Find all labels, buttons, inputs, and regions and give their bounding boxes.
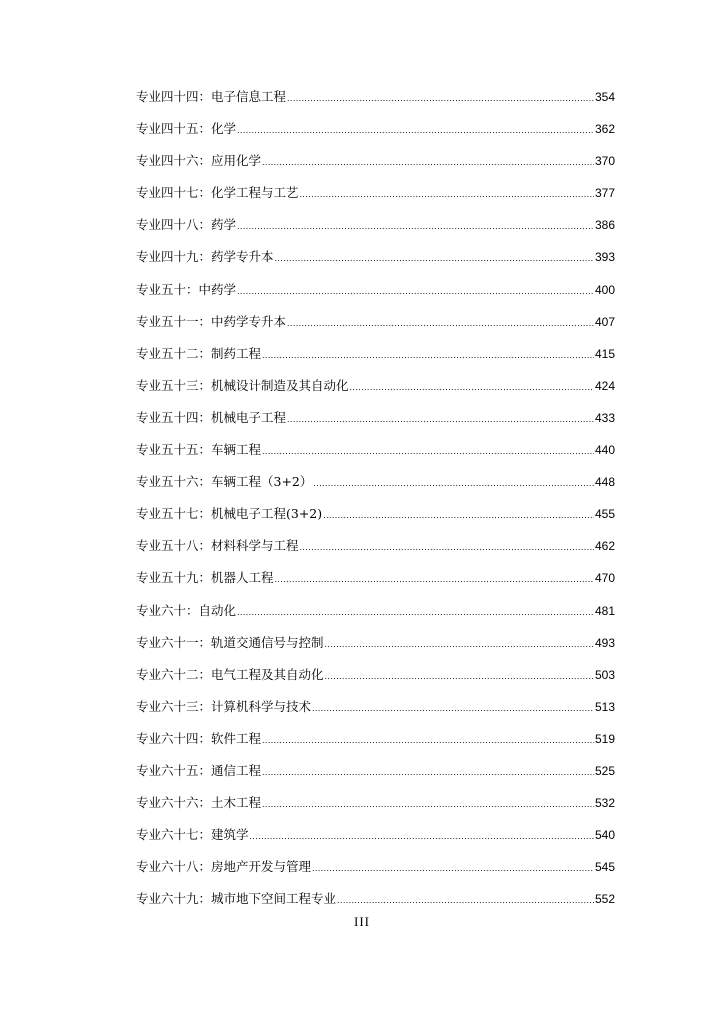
toc-entry-title: 专业四十五：化学 <box>136 121 237 137</box>
toc-entry-title: 专业五十七：机械电子工程(3+2) <box>136 506 323 522</box>
toc-entry-page: 525 <box>594 763 615 778</box>
toc-entry-page: 386 <box>594 218 615 233</box>
toc-entry[interactable] <box>136 662 615 694</box>
toc-leader-dots <box>237 278 594 304</box>
toc-leader-dots <box>287 85 594 111</box>
toc-entry-page: 552 <box>594 892 615 907</box>
toc-entry-title: 专业六十五：通信工程 <box>136 762 262 778</box>
toc-entry-title: 专业五十八：材料科学与工程 <box>136 538 299 554</box>
toc-leader-dots <box>250 823 594 849</box>
toc-entry[interactable] <box>136 854 615 886</box>
toc-entry-page: 400 <box>594 282 615 297</box>
toc-entry-page: 503 <box>594 667 615 682</box>
toc-leader-dots <box>323 502 594 528</box>
toc-leader-dots <box>325 663 594 689</box>
toc-leader-dots <box>337 887 594 913</box>
toc-entry-page: 433 <box>594 410 615 425</box>
toc-entry[interactable] <box>136 212 615 244</box>
toc-entry-page: 354 <box>594 90 615 104</box>
table-of-contents <box>136 84 615 918</box>
toc-entry[interactable] <box>136 437 615 469</box>
toc-entry-title: 专业五十五：车辆工程 <box>136 442 262 458</box>
toc-entry[interactable] <box>136 341 615 373</box>
toc-entry[interactable] <box>136 501 615 533</box>
toc-entry-page: 448 <box>594 475 615 490</box>
toc-entry-title: 专业六十三：计算机科学与技术 <box>136 698 312 714</box>
toc-entry-page: 532 <box>594 796 615 811</box>
toc-leader-dots <box>237 599 594 625</box>
toc-entry[interactable] <box>136 84 615 116</box>
toc-entry[interactable] <box>136 244 615 276</box>
toc-entry-page: 362 <box>594 122 615 137</box>
toc-entry[interactable] <box>136 565 615 597</box>
toc-entry[interactable] <box>136 116 615 148</box>
toc-entry-title: 专业五十九：机器人工程 <box>136 570 274 586</box>
toc-leader-dots <box>300 534 594 560</box>
toc-leader-dots <box>325 631 594 657</box>
toc-entry-title: 专业五十三：机械设计制造及其自动化 <box>136 377 349 393</box>
toc-entry-title: 专业五十四：机械电子工程 <box>136 409 287 425</box>
toc-entry[interactable] <box>136 373 615 405</box>
toc-entry-page: 470 <box>594 571 615 586</box>
toc-entry-title: 专业六十七：建筑学 <box>136 827 249 843</box>
toc-entry[interactable] <box>136 277 615 309</box>
toc-entry-page: 370 <box>594 154 615 169</box>
toc-entry[interactable] <box>136 598 615 630</box>
toc-entry[interactable] <box>136 309 615 341</box>
toc-entry-title: 专业五十二：制药工程 <box>136 345 262 361</box>
toc-entry-page: 440 <box>594 443 615 458</box>
toc-entry-title: 专业六十九：城市地下空间工程专业 <box>136 891 337 907</box>
toc-entry-page: 481 <box>594 603 615 618</box>
toc-entry-page: 513 <box>594 699 615 714</box>
toc-entry[interactable] <box>136 405 615 437</box>
toc-entry-page: 407 <box>594 314 615 329</box>
toc-entry[interactable] <box>136 469 615 501</box>
toc-entry[interactable] <box>136 726 615 758</box>
toc-entry-title: 专业六十：自动化 <box>136 602 237 618</box>
toc-entry-title: 专业四十九：药学专升本 <box>136 249 274 265</box>
toc-entry-title: 专业六十六：土木工程 <box>136 795 262 811</box>
toc-entry[interactable] <box>136 758 615 790</box>
toc-entry-page: 519 <box>594 731 615 746</box>
toc-leader-dots <box>262 759 594 785</box>
toc-entry[interactable] <box>136 822 615 854</box>
page-number: III <box>354 914 370 929</box>
toc-entry-title: 专业五十：中药学 <box>136 281 237 297</box>
toc-leader-dots <box>287 310 594 336</box>
toc-entry-title: 专业六十一：轨道交通信号与控制 <box>136 634 324 650</box>
toc-leader-dots <box>350 374 594 400</box>
toc-entry[interactable] <box>136 630 615 662</box>
toc-entry-page: 540 <box>594 828 615 843</box>
toc-leader-dots <box>262 342 594 368</box>
toc-entry[interactable] <box>136 790 615 822</box>
toc-entry-title: 专业五十六：车辆工程（3+2） <box>136 474 313 490</box>
toc-entry-page: 545 <box>594 860 615 875</box>
toc-entry-page: 415 <box>594 346 615 361</box>
toc-leader-dots <box>313 470 594 496</box>
toc-leader-dots <box>262 149 594 175</box>
toc-leader-dots <box>262 438 594 464</box>
toc-leader-dots <box>262 791 594 817</box>
toc-entry[interactable] <box>136 180 615 212</box>
toc-entry-page: 462 <box>594 539 615 554</box>
toc-leader-dots <box>237 117 594 143</box>
toc-entry-title: 专业六十二：电气工程及其自动化 <box>136 666 324 682</box>
toc-entry[interactable] <box>136 694 615 726</box>
toc-entry-page: 455 <box>594 507 615 522</box>
toc-leader-dots <box>300 181 594 207</box>
toc-entry-title: 专业四十七：化学工程与工艺 <box>136 185 299 201</box>
toc-entry-title: 专业四十八：药学 <box>136 217 237 233</box>
toc-entry[interactable] <box>136 148 615 180</box>
toc-entry-title: 专业五十一：中药学专升本 <box>136 313 287 329</box>
toc-entry-title: 专业六十八：房地产开发与管理 <box>136 859 312 875</box>
toc-entry-page: 377 <box>594 186 615 201</box>
toc-entry[interactable] <box>136 533 615 565</box>
toc-entry-title: 专业四十四：电子信息工程 <box>136 89 287 104</box>
toc-leader-dots <box>275 245 594 271</box>
toc-entry-title: 专业四十六：应用化学 <box>136 153 262 169</box>
toc-leader-dots <box>275 566 594 592</box>
toc-entry-page: 424 <box>594 378 615 393</box>
toc-leader-dots <box>312 695 594 721</box>
toc-leader-dots <box>312 855 594 881</box>
toc-entry-page: 493 <box>594 635 615 650</box>
toc-leader-dots <box>237 213 594 239</box>
toc-entry-page: 393 <box>594 250 615 265</box>
toc-leader-dots <box>287 406 594 432</box>
toc-entry-title: 专业六十四：软件工程 <box>136 730 262 746</box>
toc-leader-dots <box>262 727 594 753</box>
